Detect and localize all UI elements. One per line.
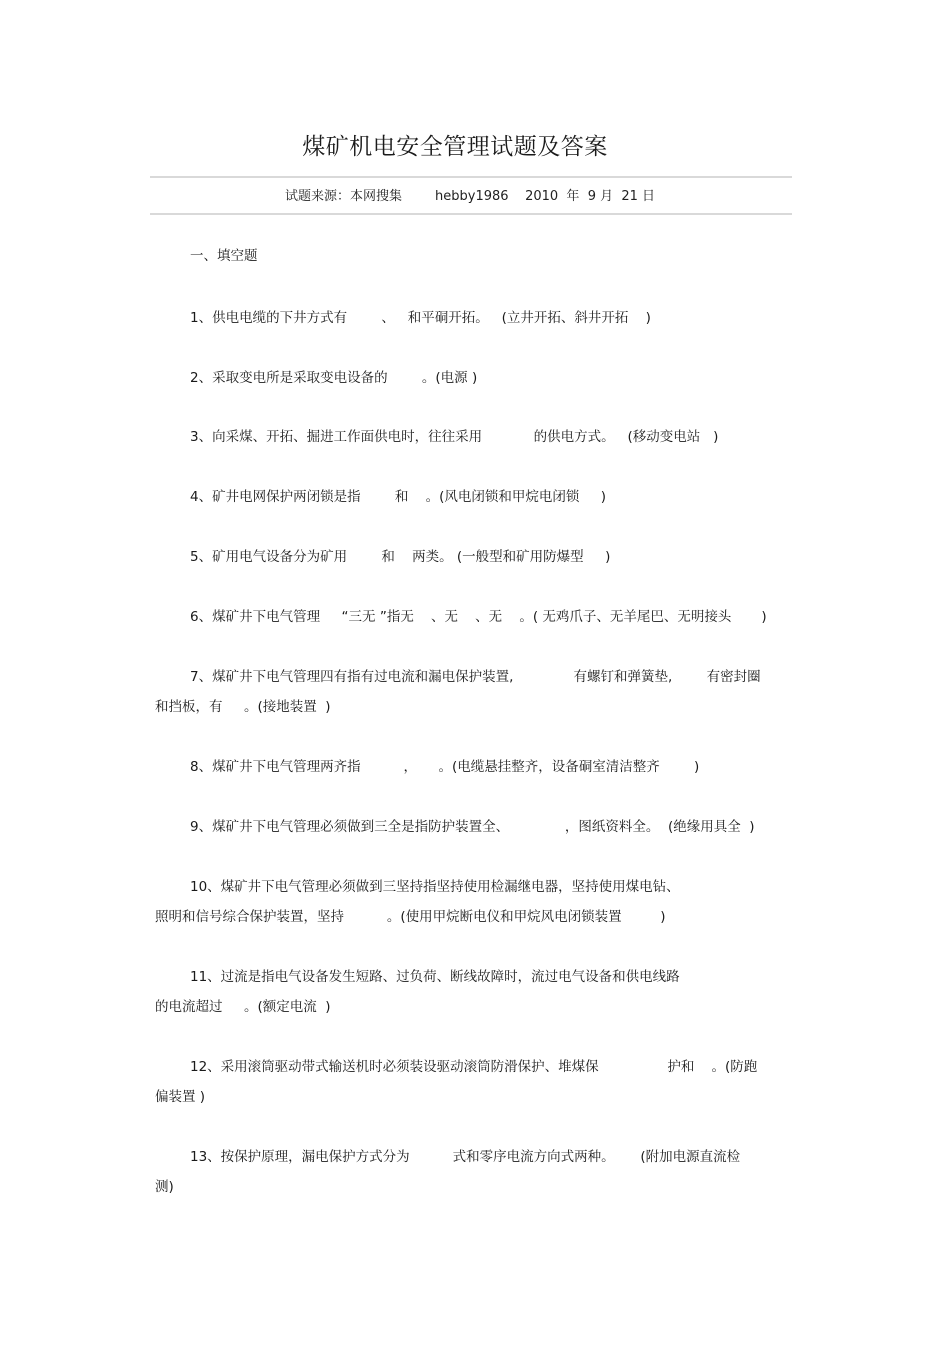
header-divider-top [150, 176, 792, 178]
question-13-line-2: 测) [155, 1179, 174, 1195]
question-12-line-2: 偏装置 ) [155, 1089, 206, 1105]
question-4: 4、矿井电网保护两闭锁是指 和 。(风电闭锁和甲烷电闭锁 ) [190, 489, 607, 505]
question-11-line-1: 11、过流是指电气设备发生短路、过负荷、断线故障时，流过电气设备和供电线路 [190, 969, 680, 985]
question-13-line-1: 13、按保护原理，漏电保护方式分为 式和零序电流方向式两种。 (附加电源直流检 [190, 1149, 741, 1165]
question-11-line-2: 的电流超过 。(额定电流 ) [155, 999, 331, 1015]
document-title: 煤矿机电安全管理试题及答案 [302, 134, 608, 160]
source-line: 试题来源：本网搜集 hebby1986 2010 年 9 月 21 日 [284, 189, 656, 204]
question-10-line-2: 照明和信号综合保护装置，坚持 。(使用甲烷断电仪和甲烷风电闭锁装置 ) [155, 909, 666, 925]
question-7-line-2: 和挡板，有 。(接地装置 ) [155, 699, 331, 715]
header-divider-bottom [150, 213, 792, 215]
question-9: 9、煤矿井下电气管理必须做到三全是指防护装置全、 ，图纸资料全。 (绝缘用具全 ) [190, 819, 755, 835]
question-8: 8、煤矿井下电气管理两齐指 ， 。(电缆悬挂整齐，设备硐室清洁整齐 ) [190, 759, 700, 775]
question-3: 3、向采煤、开拓、掘进工作面供电时，往往采用 的供电方式。 (移动变电站 ) [190, 429, 719, 445]
question-6: 6、煤矿井下电气管理 “三无 ”指无 、无 、无 。( 无鸡爪子、无羊尾巴、无明接头 ) [190, 609, 767, 625]
question-10-line-1: 10、煤矿井下电气管理必须做到三坚持指坚持使用检漏继电器，坚持使用煤电钻、 [190, 879, 680, 895]
section-heading: 一、填空题 [190, 248, 258, 264]
question-2: 2、采取变电所是采取变电设备的 。(电源 ) [190, 370, 478, 386]
question-12-line-1: 12、采用滚筒驱动带式输送机时必须装设驱动滚筒防滑保护、堆煤保 护和 。(防跑 [190, 1059, 758, 1075]
question-7-line-1: 7、煤矿井下电气管理四有指有过电流和漏电保护装置, 有螺钉和弹簧垫, 有密封圈 [190, 669, 761, 685]
question-5: 5、矿用电气设备分为矿用 和 两类。 (一般型和矿用防爆型 ) [190, 549, 611, 565]
question-1: 1、供电电缆的下井方式有 、 和平硐开拓。 (立井开拓、斜井开拓 ) [190, 310, 651, 326]
